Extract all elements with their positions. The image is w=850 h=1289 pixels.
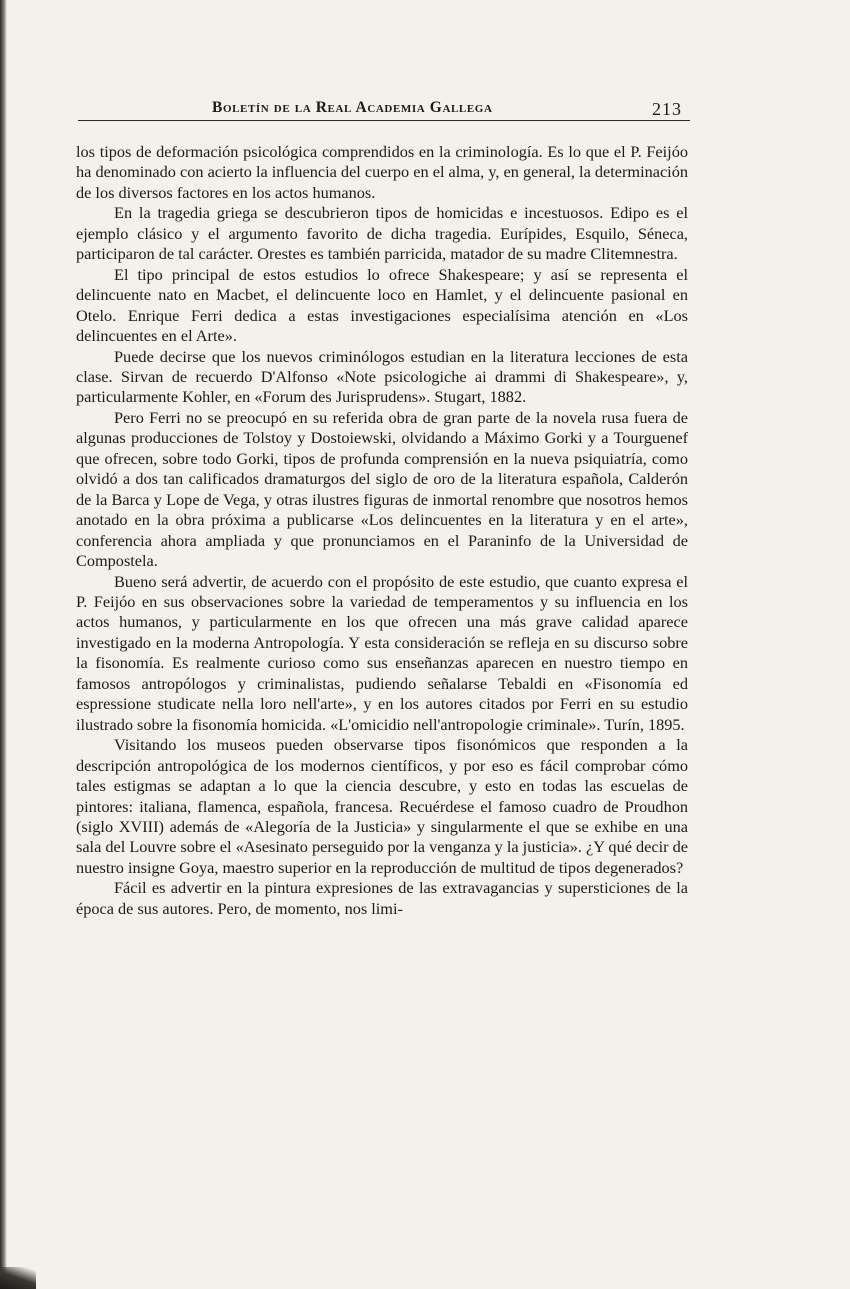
paragraph: Fácil es advertir en la pintura expresiones de las extravagancias y supersticiones de la época de sus autores. Pero, de momento, nos limi-	[76, 878, 688, 918]
paragraph: Visitando los museos pueden observarse tipos fisonómicos que responden a la descripción antropológica de los modernos científicos, y por eso es fácil comprobar cómo tales estigmas se adaptan a lo que la ciencia descubre, y esto en todas las escuelas de pintores: italiana, flamenca, española, francesa. Recuérdese el famoso cuadro de Proudhon (siglo XVIII) además de «Alegoría de la Justicia» y singularmente el que se exhibe en una sala del Louvre sobre el «Asesinato perseguido por la venganza y la justicia». ¿Y qué decir de nuestro insigne Goya, maestro superior en la reproducción de multitud de tipos degenerados?	[76, 735, 688, 877]
scanned-corner-shadow	[0, 1267, 36, 1289]
paragraph: los tipos de deformación psicológica comprendidos en la criminología. Es lo que el P. Feijóo ha denominado con acierto la influencia del cuerpo en el alma, y, en general, la determinación de los diversos factores en los actos humanos.	[76, 142, 688, 202]
paragraph: Bueno será advertir, de acuerdo con el propósito de este estudio, que cuanto expresa el P. Feijóo en sus observaciones sobre la variedad de temperamentos y su influencia en los actos humanos, y particularmente en los que ofrecen una más grave calidad aparece investigado en la moderna Antropología. Y esta consideración se refleja en su discurso sobre la fisonomía. Es realmente curioso como sus enseñanzas aparecen en nuestro tiempo en famosos antropólogos y criminalistas, pudiendo señalarse Tebaldi en «Fisonomía ed espressione studicate nella loro nell'arte», y en los autores citados por Ferri en su estudio ilustrado sobre la fisonomía homicida. «L'omicidio nell'antropologie criminale». Turín, 1895.	[76, 571, 688, 734]
body-text	[76, 142, 688, 919]
header-rule	[78, 120, 690, 121]
paragraph: Pero Ferri no se preocupó en su referida obra de gran parte de la novela rusa fuera de algunas producciones de Tolstoy y Dostoiewski, olvidando a Máximo Gorki y a Tourguenef que ofrecen, sobre todo Gorki, tipos de profunda comprensión en la nueva psiquiatría, como olvidó a dos tan calificados dramaturgos del siglo de oro de la literatura española, Calderón de la Barca y Lope de Vega, y otras ilustres figuras de inmortal renombre que nosotros hemos anotado en la obra próxima a publicarse «Los delincuentes en la literatura y en el arte», conferencia ahora ampliada y que pronunciamos en el Paraninfo de la Universidad de Compostela.	[76, 407, 688, 571]
running-head: Boletín de la Real Academia Gallega	[212, 99, 493, 116]
paragraph: Puede decirse que los nuevos criminólogos estudian en la literatura lecciones de esta clase. Sirvan de recuerdo D'Alfonso «Note psicologiche ai drammi di Shakespeare», y, particularmente Kohler, en «Forum des Jurisprudens». Stugart, 1882.	[76, 346, 688, 407]
page-header	[78, 93, 690, 125]
scanned-page-edge	[0, 0, 7, 1289]
paragraph: En la tragedia griega se descubrieron tipos de homicidas e incestuosos. Edipo es el ejemplo clásico y el argumento favorito de dicha tragedia. Eurípides, Esquilo, Séneca, participaron de tal carácter. Orestes es también parricida, matador de su madre Clitemnestra.	[76, 203, 688, 264]
page-number: 213	[652, 99, 682, 119]
paragraph: El tipo principal de estos estudios lo ofrece Shakespeare; y así se representa el delincuente nato en Macbet, el delincuente loco en Hamlet, y el delincuente pasional en Otelo. Enrique Ferri dedica a estas investigaciones especialísima atención en «Los delincuentes en el Arte».	[76, 264, 688, 346]
